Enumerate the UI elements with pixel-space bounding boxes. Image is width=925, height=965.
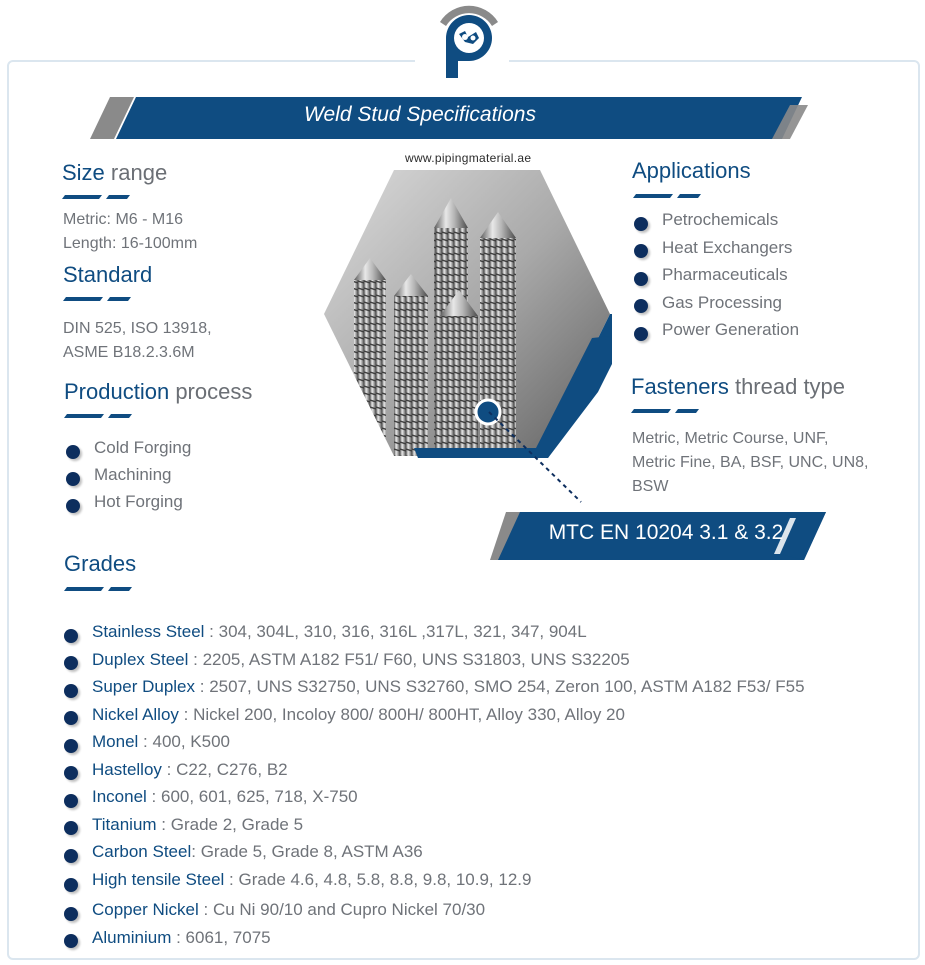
page-title: Weld Stud Specifications (304, 103, 536, 126)
bullet-icon (634, 217, 648, 231)
bullet-icon (64, 766, 78, 780)
heading-underline (64, 587, 132, 591)
mtc-label: MTC EN 10204 3.1 & 3.2 (548, 521, 784, 544)
bullet-icon (634, 299, 648, 313)
heading-underline (631, 409, 699, 413)
applications-heading: Applications (632, 158, 751, 183)
bullet-icon (64, 794, 78, 808)
bullet-icon (64, 684, 78, 698)
fasteners-heading-light: thread type (734, 374, 846, 399)
heading-underline (64, 414, 132, 418)
grade-item: Carbon Steel: Grade 5, Grade 8, ASTM A36 (62, 842, 805, 870)
grade-item: Super Duplex : 2507, UNS S32750, UNS S32760, SMO 254, Zeron 100, ASTM A182 F53/ F55 (62, 677, 805, 705)
grade-item: Aluminium : 6061, 7075 (62, 928, 805, 956)
bullet-icon (64, 849, 78, 863)
bullet-icon (66, 472, 80, 486)
standard-text (63, 317, 212, 365)
grades-heading: Grades (64, 551, 137, 576)
standard-line-1: DIN 525, ISO 13918, (63, 320, 212, 337)
bullet-icon (66, 499, 80, 513)
grade-item: Duplex Steel : 2205, ASTM A182 F51/ F60, UNS S31803, UNS S32205 (62, 650, 805, 678)
fasteners-heading (631, 374, 845, 400)
bullet-icon (634, 272, 648, 286)
production-heading-bold: Production (64, 379, 170, 404)
bullet-icon (64, 934, 78, 948)
grade-item: Nickel Alloy : Nickel 200, Incoloy 800/ 800H/ 800HT, Alloy 330, Alloy 20 (62, 705, 805, 733)
heading-underline (63, 297, 131, 301)
fasteners-heading-bold: Fasteners (631, 374, 729, 399)
pipingmaterial-logo (432, 4, 506, 80)
size-range-heading-bold: Size (62, 160, 105, 185)
size-metric: Metric: M6 - M16 (63, 211, 184, 228)
production-heading-light: process (175, 379, 253, 404)
list-item: Power Generation (632, 320, 799, 348)
size-range-text (63, 208, 197, 256)
heading-underline (633, 194, 701, 198)
grades-list (62, 622, 805, 955)
bullet-icon (64, 821, 78, 835)
list-item: Petrochemicals (632, 210, 799, 238)
production-heading (64, 379, 252, 405)
list-item: Cold Forging (64, 438, 191, 465)
list-item: Pharmaceuticals (632, 265, 799, 293)
size-length: Length: 16-100mm (63, 235, 198, 252)
bullet-icon (634, 244, 648, 258)
fasteners-line-1: Metric, Metric Course, UNF, (632, 430, 829, 447)
bullet-icon (66, 445, 80, 459)
list-item: Heat Exchangers (632, 238, 799, 266)
list-item: Hot Forging (64, 492, 191, 519)
bullet-icon (64, 656, 78, 670)
list-item: Gas Processing (632, 293, 799, 321)
connector-line (487, 410, 597, 510)
bullet-icon (64, 711, 78, 725)
grade-item: Hastelloy : C22, C276, B2 (62, 760, 805, 788)
bullet-icon (64, 629, 78, 643)
bullet-icon (64, 907, 78, 921)
list-item: Machining (64, 465, 191, 492)
production-list (64, 438, 191, 519)
grade-item: Titanium : Grade 2, Grade 5 (62, 815, 805, 843)
bullet-icon (64, 739, 78, 753)
grade-item: Stainless Steel : 304, 304L, 310, 316, 316L ,317L, 321, 347, 904L (62, 622, 805, 650)
standard-heading: Standard (63, 262, 153, 287)
grade-item: High tensile Steel : Grade 4.6, 4.8, 5.8, 8.8, 9.8, 10.9, 12.9 (62, 870, 805, 900)
fasteners-text (632, 427, 869, 499)
heading-underline (62, 195, 130, 199)
website-url[interactable]: www.pipingmaterial.ae (405, 151, 532, 165)
standard-line-2: ASME B18.2.3.6M (63, 344, 195, 361)
grade-item: Monel : 400, K500 (62, 732, 805, 760)
bullet-icon (64, 878, 78, 892)
applications-list (632, 210, 799, 348)
fasteners-line-2: Metric Fine, BA, BSF, UNC, UN8, (632, 454, 869, 471)
bullet-icon (634, 327, 648, 341)
size-range-heading (62, 160, 167, 186)
grade-item: Copper Nickel : Cu Ni 90/10 and Cupro Nickel 70/30 (62, 900, 805, 928)
grade-item: Inconel : 600, 601, 625, 718, X-750 (62, 787, 805, 815)
size-range-heading-light: range (110, 160, 168, 185)
fasteners-line-3: BSW (632, 478, 669, 495)
